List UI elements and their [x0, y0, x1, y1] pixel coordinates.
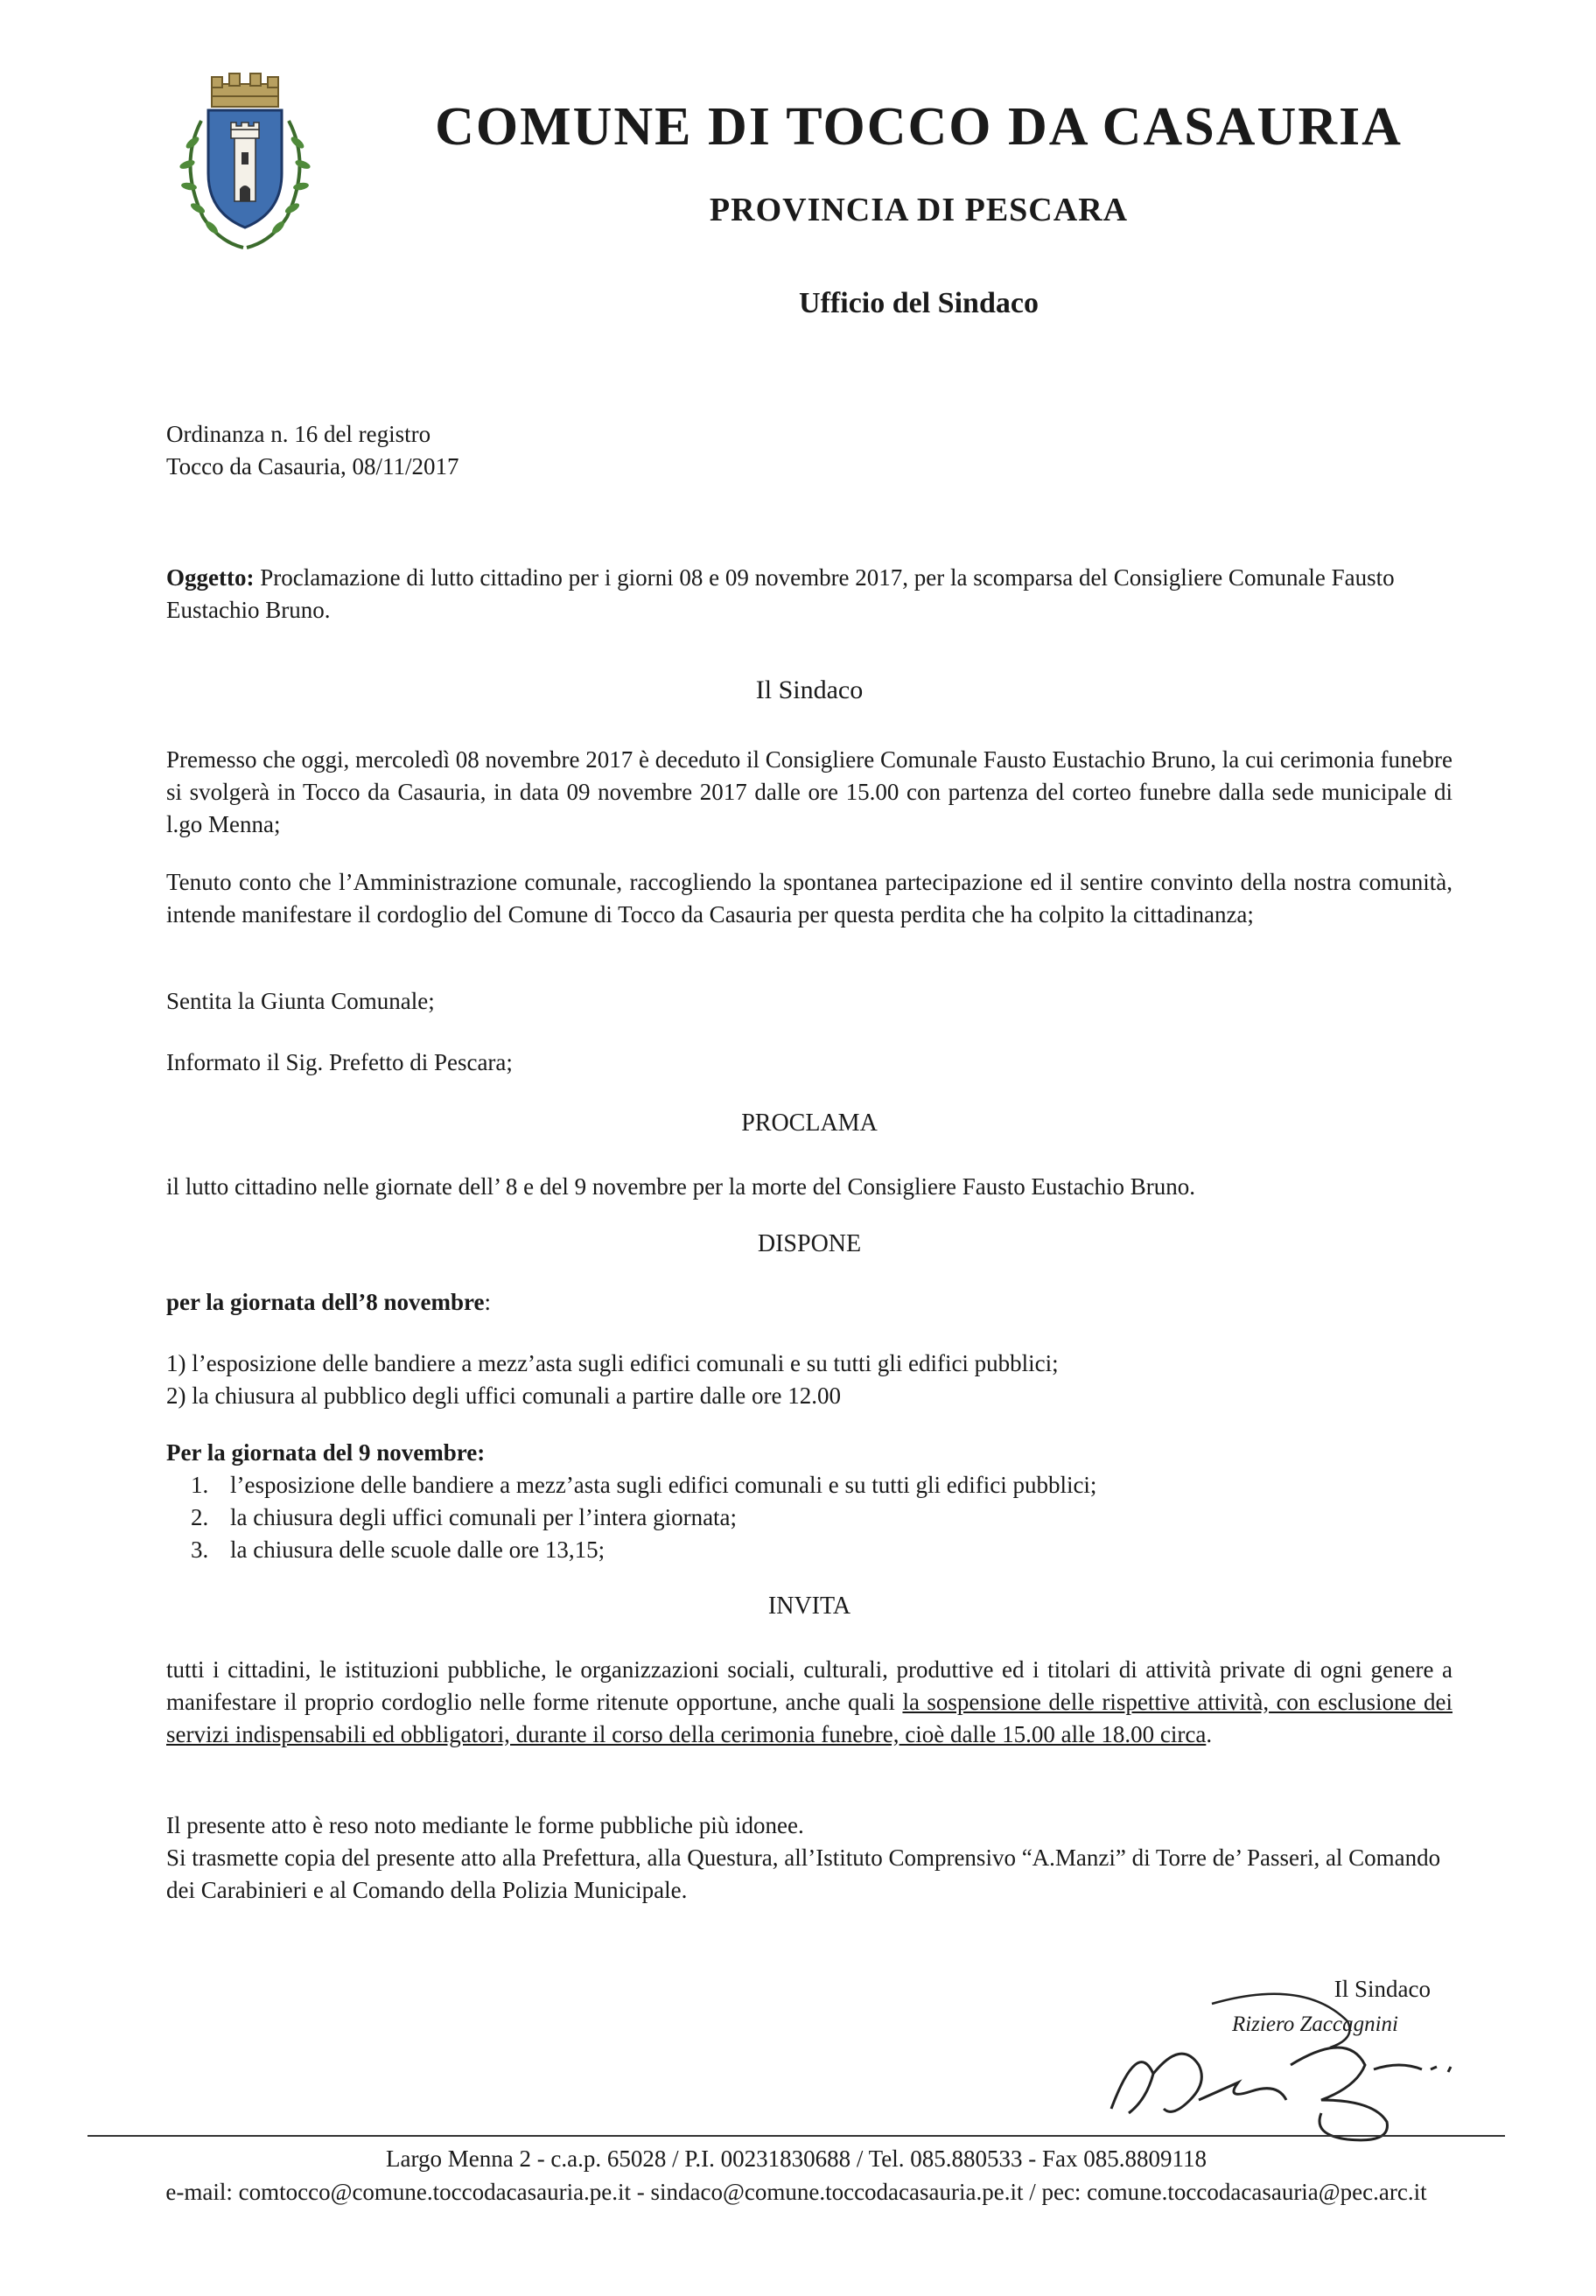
place-date: Tocco da Casauria, 08/11/2017: [166, 453, 459, 480]
subject-paragraph: [166, 562, 1452, 626]
invita-text: tutti i cittadini, le istituzioni pubbliche, le organizzazioni sociali, culturali, produttive ed i titolari di attività private di ogni genere a manifestare il proprio cordoglio nelle forme ritenute opportune, anche quali: [166, 1656, 1452, 1715]
invita-text-end: .: [1206, 1721, 1213, 1747]
day1-list: [166, 1348, 1452, 1412]
list-item: 3. la chiusura delle scuole dalle ore 13,15;: [214, 1534, 1452, 1566]
office-heading: Ufficio del Sindaco: [799, 287, 1039, 319]
premise-text: Sentita la Giunta Comunale;: [166, 988, 435, 1014]
premise-text: Premesso che oggi, mercoledì 08 novembre 2017 è deceduto il Consigliere Comunale Fausto Eustachio Bruno, la cui cerimonia funebre si svolgerà in Tocco da Casauria, in data 09 novembre 2017 dalle ore 15.00 con partenza del corteo funebre dalla sede municipale di l.go Menna;: [166, 746, 1452, 837]
closing-section: [166, 1810, 1452, 1907]
footer-divider: [88, 2135, 1505, 2137]
signatory-role: Il Sindaco: [1334, 1976, 1431, 2002]
proclama-text: il lutto cittadino nelle giornate dell’ 8 e del 9 novembre per la morte del Consigliere Fausto Eustachio Bruno.: [166, 1173, 1195, 1200]
signatory-name: Riziero Zaccagnini: [1231, 2012, 1398, 2036]
invita-underlined-text: la sospensione delle rispettive attività, con esclusione dei servizi indispensabili ed obbligatori, durante il corso della cerimonia funebre, cioè dalle 15.00 alle 18.00 circa: [166, 1689, 1452, 1747]
day2-section: [166, 1437, 1452, 1566]
closing-line: Il presente atto è reso noto mediante le forme pubbliche più idonee.: [166, 1812, 804, 1838]
closing-line: Si trasmette copia del presente atto alla Prefettura, alla Questura, all’Istituto Comprensivo “A.Manzi” di Torre de’ Passeri, al Comando dei Carabinieri e al Comando della Polizia Municipale.: [166, 1844, 1441, 1903]
premise-paragraph-3: [166, 985, 1452, 1018]
day2-list: [166, 1469, 1452, 1566]
premise-text: Tenuto conto che l’Amministrazione comunale, raccogliendo la spontanea partecipazione ed il sentire convinto della nostra comunità, intende manifestare il cordoglio del Comune di Tocco da Casauria per questa perdita che ha colpito la cittadinanza;: [166, 869, 1452, 928]
list-item: 2. la chiusura degli uffici comunali per l’intera giornata;: [214, 1502, 1452, 1534]
footer-address: Largo Menna 2 - c.a.p. 65028 / P.I. 00231830688 / Tel. 085.880533 - Fax 085.8809118: [385, 2146, 1208, 2172]
signature-block: [1085, 1969, 1470, 2152]
list-item: 2) la chiusura al pubblico degli uffici comunali a partire dalle ore 12.00: [166, 1382, 841, 1409]
province-subtitle: PROVINCIA DI PESCARA: [709, 192, 1129, 228]
invita-paragraph: [166, 1654, 1452, 1751]
issuer-heading: Il Sindaco: [755, 676, 864, 704]
dispone-heading: DISPONE: [757, 1230, 862, 1257]
list-item: 1. l’esposizione delle bandiere a mezz’asta sugli edifici comunali e su tutti gli edifici pubblici;: [214, 1469, 1452, 1502]
subject-text: Proclamazione di lutto cittadino per i giorni 08 e 09 novembre 2017, per la scomparsa del Consigliere Comunale Fausto Eustachio Bruno.: [166, 564, 1395, 623]
proclama-heading: PROCLAMA: [741, 1110, 878, 1137]
list-item: 1) l’esposizione delle bandiere a mezz’asta sugli edifici comunali e su tutti gli edifici pubblici;: [166, 1350, 1059, 1376]
day1-heading: per la giornata dell’8 novembre: [166, 1289, 485, 1315]
municipal-crest-icon: [166, 68, 324, 261]
day1-colon: :: [484, 1289, 491, 1315]
footer-contacts: e-mail: comtocco@comune.toccodacasauria.pe.it - sindaco@comune.toccodacasauria.pe.it / pec: comune.toccodacasauria@pec.arc.it: [165, 2179, 1427, 2205]
proclama-paragraph: [166, 1171, 1452, 1203]
municipality-title: COMUNE DI TOCCO DA CASAURIA: [435, 97, 1403, 157]
day2-heading: Per la giornata del 9 novembre:: [166, 1439, 486, 1466]
day1-section: [166, 1286, 1452, 1319]
invita-heading: INVITA: [767, 1592, 851, 1620]
subject-label: Oggetto:: [166, 564, 255, 591]
premise-paragraph-4: [166, 1046, 1452, 1079]
ordinance-number: Ordinanza n. 16 del registro: [166, 421, 431, 447]
premise-paragraph-2: [166, 866, 1452, 931]
premise-text: Informato il Sig. Prefetto di Pescara;: [166, 1049, 513, 1075]
premise-paragraph-1: [166, 744, 1452, 841]
ordinance-reference: [166, 418, 1452, 483]
